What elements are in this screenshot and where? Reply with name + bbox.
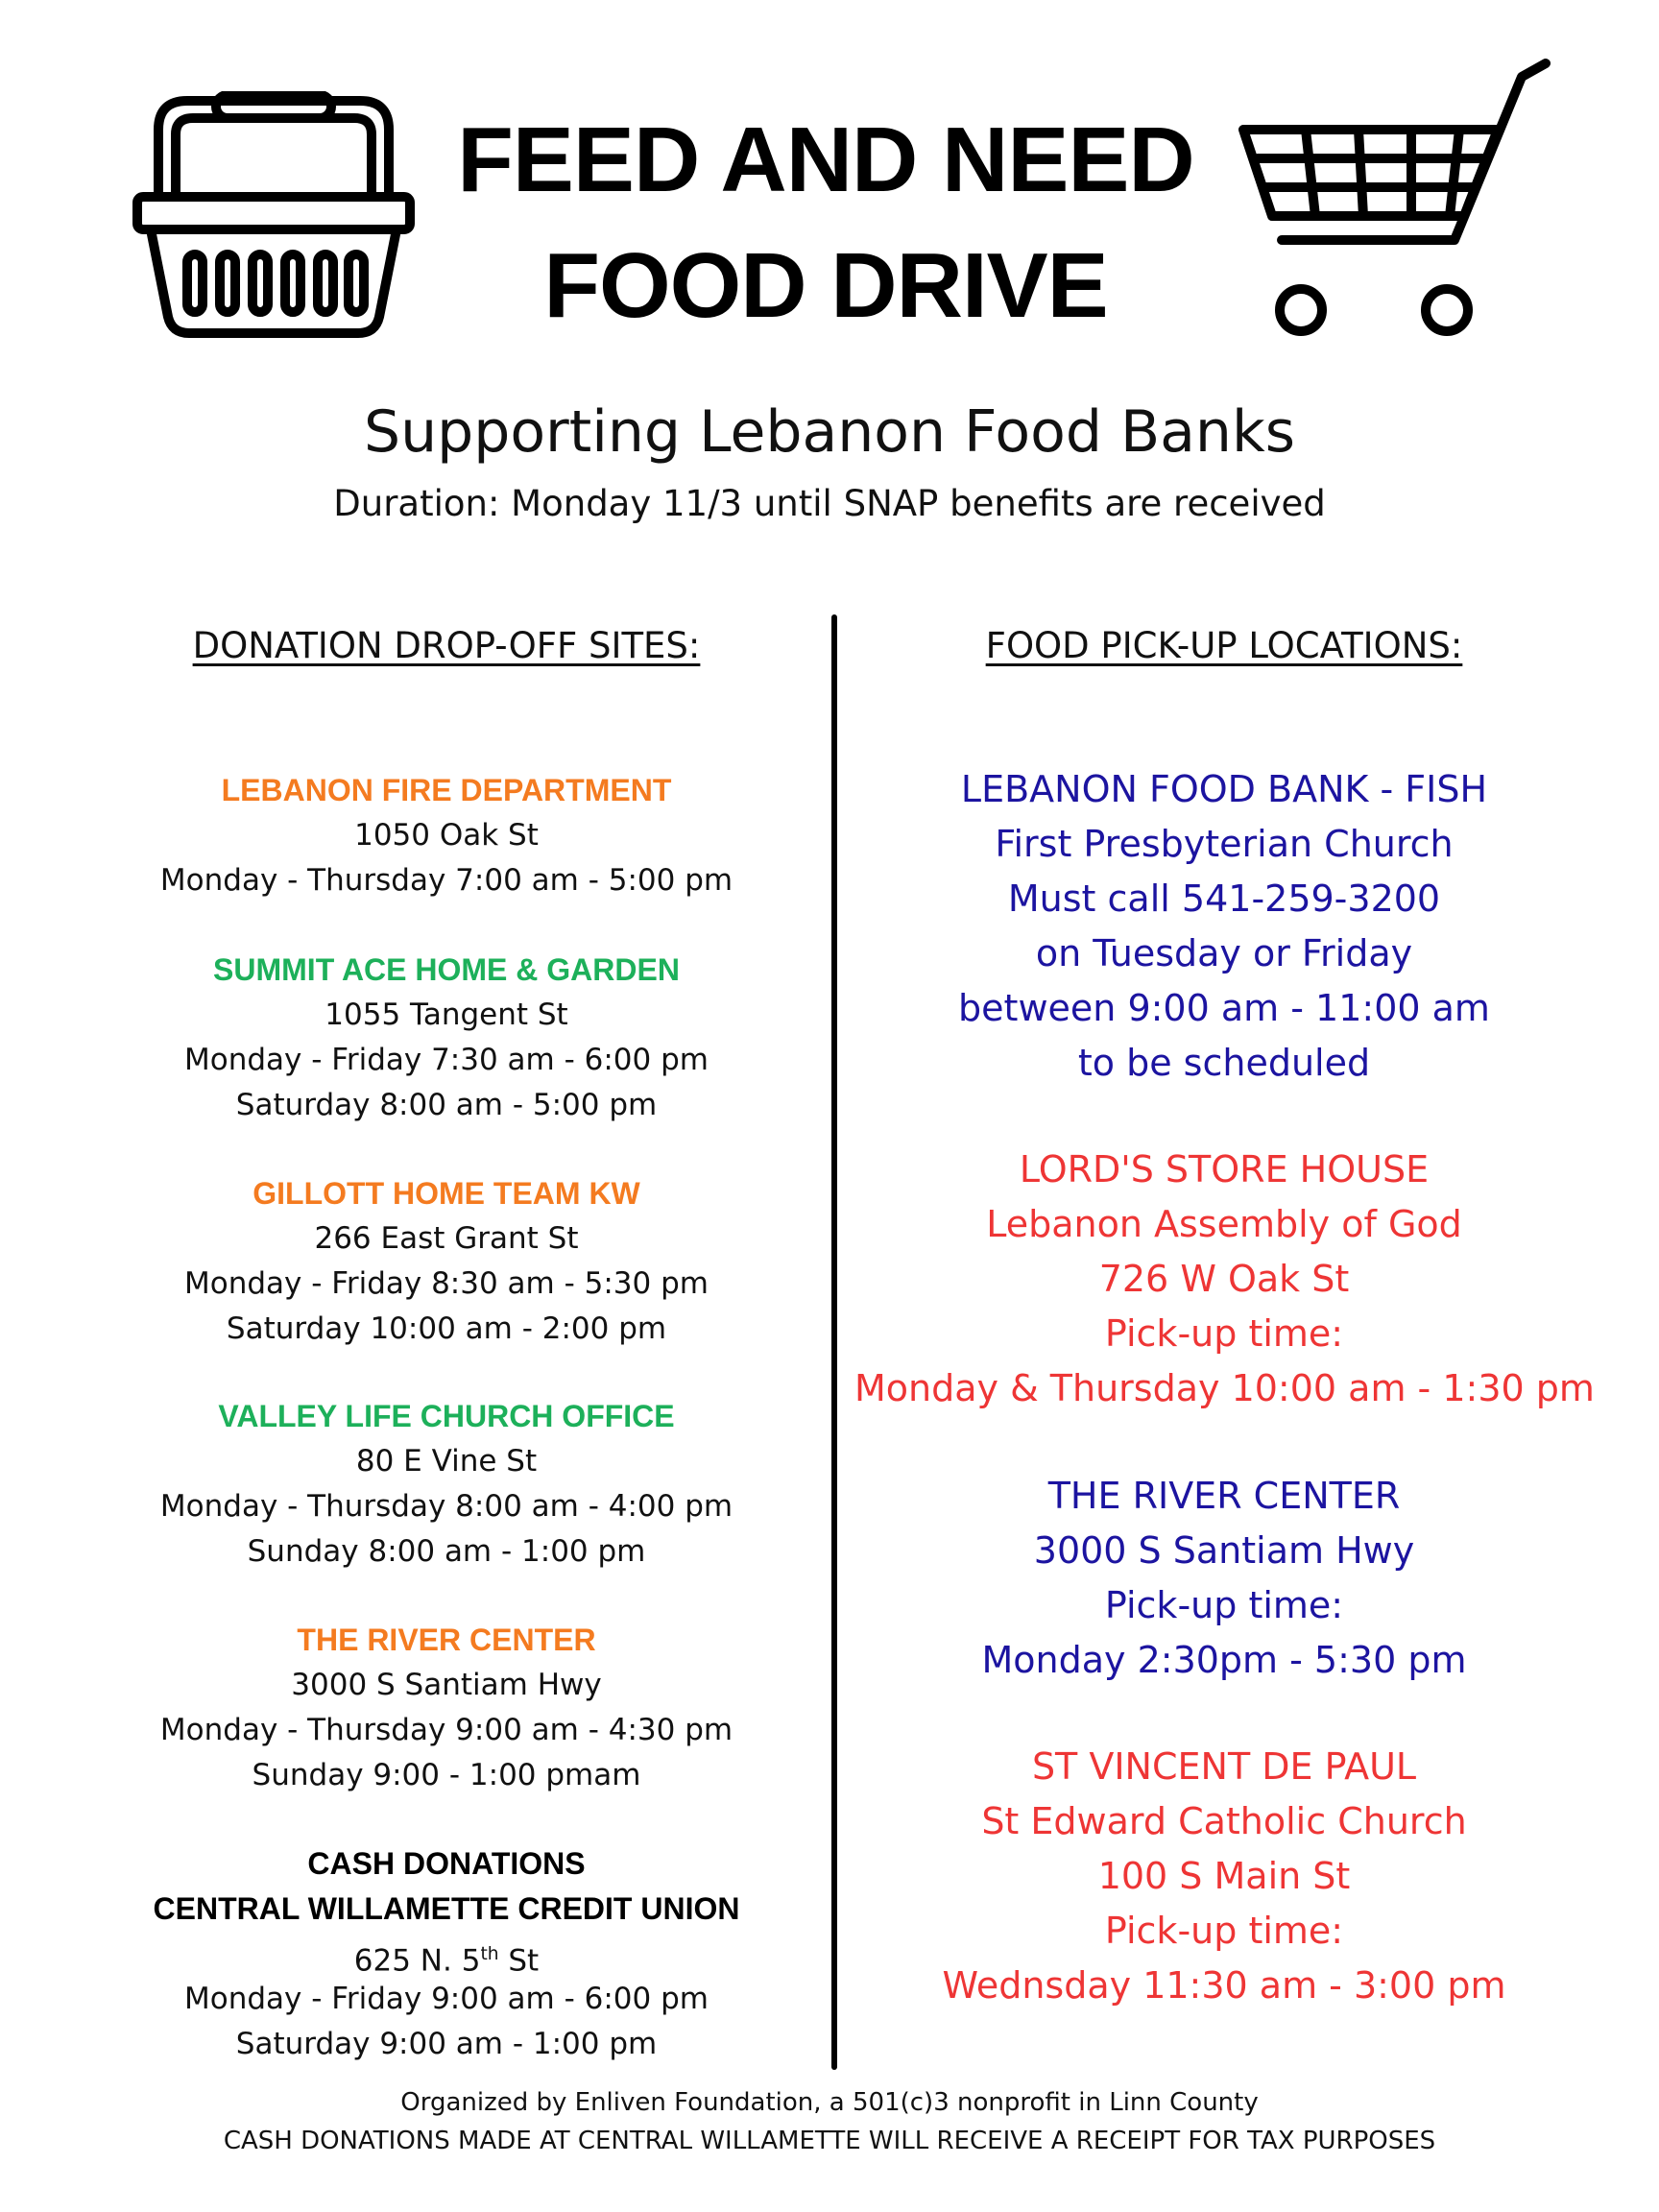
pickup-heading: FOOD PICK-UP LOCATIONS: bbox=[985, 625, 1463, 666]
location-detail: Lebanon Assembly of God bbox=[986, 1203, 1462, 1245]
location-name: LORD'S STORE HOUSE bbox=[1019, 1148, 1430, 1190]
basket-icon bbox=[130, 91, 418, 341]
location-detail: Pick-up time: bbox=[1104, 1910, 1344, 1952]
cash-heading: CASH DONATIONS bbox=[307, 1846, 586, 1881]
page-title-line-1: FEED AND NEED bbox=[457, 108, 1194, 211]
site-hours: Monday - Thursday 7:00 am - 5:00 pm bbox=[159, 863, 733, 898]
site-hours: Saturday 10:00 am - 2:00 pm bbox=[226, 1311, 667, 1346]
pickup-location bbox=[854, 1142, 1594, 1416]
site-address: 266 East Grant St bbox=[314, 1221, 579, 1256]
dropoff-site bbox=[115, 948, 778, 1128]
location-detail: First Presbyterian Church bbox=[995, 823, 1454, 865]
pickup-location bbox=[854, 1740, 1594, 2013]
site-name: THE RIVER CENTER bbox=[297, 1623, 596, 1657]
site-address: 1055 Tangent St bbox=[325, 998, 568, 1032]
location-detail: Pick-up time: bbox=[1104, 1312, 1344, 1355]
location-detail: Must call 541-259-3200 bbox=[1007, 878, 1441, 920]
footer-organizer: Organized by Enliven Foundation, a 501(c)3 nonprofit in Linn County bbox=[400, 2088, 1259, 2117]
site-hours: Monday - Thursday 9:00 am - 4:30 pm bbox=[159, 1713, 733, 1747]
subtitle: Supporting Lebanon Food Banks bbox=[364, 398, 1295, 466]
site-address: 80 E Vine St bbox=[355, 1444, 538, 1479]
dropoff-site bbox=[115, 1394, 778, 1575]
site-hours: Sunday 8:00 am - 1:00 pm bbox=[247, 1534, 646, 1569]
site-address: 1050 Oak St bbox=[354, 818, 539, 853]
dropoff-site bbox=[115, 1618, 778, 1798]
site-name: VALLEY LIFE CHURCH OFFICE bbox=[218, 1399, 675, 1433]
footer-tax-note: CASH DONATIONS MADE AT CENTRAL WILLAMETTE WILL RECEIVE A RECEIPT FOR TAX PURPOSES bbox=[223, 2127, 1436, 2155]
location-detail: Monday 2:30pm - 5:30 pm bbox=[981, 1639, 1467, 1681]
cash-hours: Saturday 9:00 am - 1:00 pm bbox=[235, 2027, 658, 2061]
location-detail: to be scheduled bbox=[1077, 1042, 1371, 1084]
location-name: THE RIVER CENTER bbox=[1047, 1475, 1401, 1517]
cash-location-name: CENTRAL WILLAMETTE CREDIT UNION bbox=[153, 1891, 740, 1926]
cash-hours: Monday - Friday 9:00 am - 6:00 pm bbox=[184, 1982, 709, 2016]
site-hours: Monday - Thursday 8:00 am - 4:00 pm bbox=[159, 1489, 733, 1524]
site-hours: Sunday 9:00 - 1:00 pmam bbox=[252, 1758, 641, 1792]
location-name: LEBANON FOOD BANK - FISH bbox=[960, 768, 1488, 810]
column-divider bbox=[831, 614, 837, 2070]
location-detail: Wednsday 11:30 am - 3:00 pm bbox=[942, 1964, 1506, 2007]
dropoff-site bbox=[115, 1171, 778, 1352]
location-detail: 726 W Oak St bbox=[1098, 1258, 1350, 1300]
location-detail: Monday & Thursday 10:00 am - 1:30 pm bbox=[854, 1367, 1595, 1409]
dropoff-site bbox=[115, 768, 778, 903]
site-name: LEBANON FIRE DEPARTMENT bbox=[221, 773, 672, 807]
duration-text: Duration: Monday 11/3 until SNAP benefits are received bbox=[333, 483, 1326, 524]
pickup-location bbox=[854, 762, 1594, 1091]
dropoff-heading: DONATION DROP-OFF SITES: bbox=[192, 625, 701, 666]
site-hours: Saturday 8:00 am - 5:00 pm bbox=[235, 1088, 658, 1122]
location-detail: St Edward Catholic Church bbox=[981, 1800, 1467, 1842]
site-address: 3000 S Santiam Hwy bbox=[291, 1668, 602, 1702]
cash-address: 625 N. 5th St bbox=[353, 1943, 540, 1979]
location-name: ST VINCENT DE PAUL bbox=[1031, 1745, 1417, 1788]
pickup-location bbox=[854, 1469, 1594, 1688]
site-hours: Monday - Friday 7:30 am - 6:00 pm bbox=[184, 1043, 709, 1077]
location-detail: Pick-up time: bbox=[1104, 1584, 1344, 1626]
location-detail: between 9:00 am - 11:00 am bbox=[958, 987, 1490, 1029]
shopping-cart-icon bbox=[1234, 58, 1551, 346]
site-name: SUMMIT ACE HOME & GARDEN bbox=[213, 952, 680, 987]
cash-donations bbox=[115, 1841, 778, 2067]
site-hours: Monday - Friday 8:30 am - 5:30 pm bbox=[184, 1266, 709, 1301]
page-title-line-2: FOOD DRIVE bbox=[543, 234, 1108, 337]
location-detail: 3000 S Santiam Hwy bbox=[1033, 1529, 1415, 1572]
site-name: GILLOTT HOME TEAM KW bbox=[252, 1176, 640, 1211]
location-detail: on Tuesday or Friday bbox=[1035, 932, 1413, 974]
location-detail: 100 S Main St bbox=[1097, 1855, 1351, 1897]
